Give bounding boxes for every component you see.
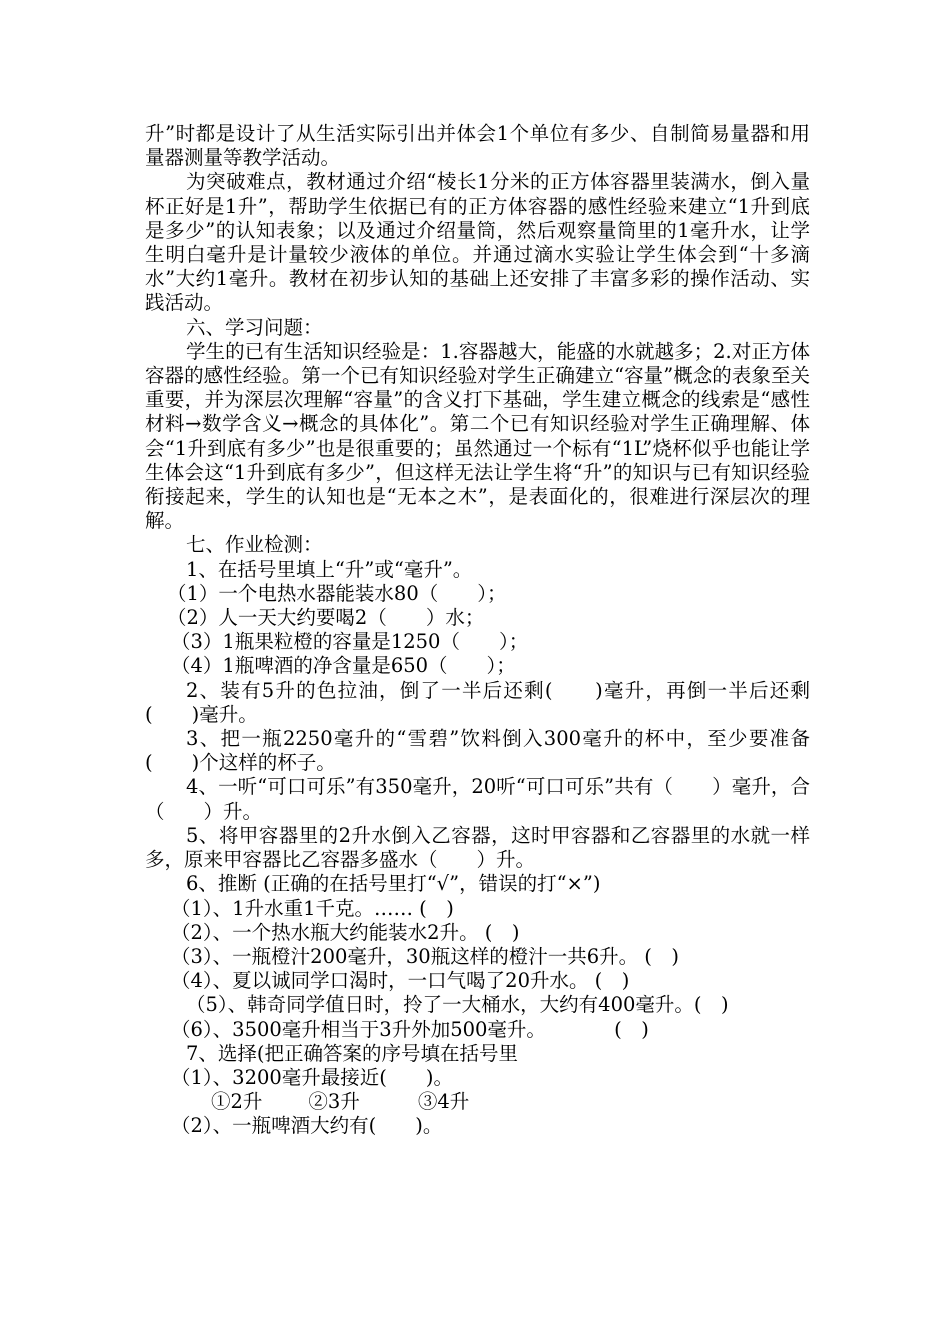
question-1-item-3: （3）1瓶果粒橙的容量是1250（ ）； bbox=[171, 630, 529, 654]
question-6-item-4: （4）、夏以诚同学口渴时，一口气喝了20升水。 ( ) bbox=[171, 969, 630, 993]
section-heading-learning-problems: 六、学习问题： bbox=[186, 315, 323, 339]
question-7-item-2: （2）、一瓶啤酒大约有( )。 bbox=[171, 1114, 443, 1138]
question-3: 3、把一瓶2250毫升的“雪碧”饮料倒入300毫升的杯中，至少要准备( )个这样的杯子。 bbox=[145, 727, 810, 775]
question-1-item-1: （1）一个电热水器能装水80（ ）； bbox=[167, 581, 507, 605]
question-7-item-1-choices bbox=[145, 1090, 810, 1114]
question-6-item-5: （5）、韩奇同学值日时，拎了一大桶水，大约有400毫升。( ) bbox=[186, 993, 729, 1017]
question-6-item-6: （6）、3500毫升相当于3升外加500毫升。 ( ) bbox=[171, 1017, 649, 1041]
question-7: 7、选择(把正确答案的序号填在括号里 bbox=[186, 1041, 519, 1065]
section-heading-homework: 七、作业检测： bbox=[186, 533, 323, 557]
choice-2: ②3升 bbox=[308, 1090, 360, 1114]
paragraph-difficulty: 为突破难点，教材通过介绍“棱长1分米的正方体容器里装满水，倒入量杯正好是1升”，帮助学生依据已有的正方体容器的感性经验来建立“1升到底是多少”的认知表象；以及通过介绍量筒，然后观察量筒里的1毫升水，让学生明白毫升是计量较少液体的单位。并通过滴水实验让学生体会到“十多滴水”大约1毫升。教材在初步认知的基础上还安排了丰富多彩的操作活动、实践活动。 bbox=[145, 170, 810, 315]
question-6: 6、推断 (正确的在括号里打“√”，错误的打“×”) bbox=[186, 872, 601, 896]
question-1-item-2: （2）人一天大约要喝2（ ）水； bbox=[167, 606, 485, 630]
question-4: 4、一听“可口可乐”有350毫升，20听“可口可乐”共有（ ）毫升，合（ ）升。 bbox=[145, 775, 810, 823]
question-1-item-4: （4）1瓶啤酒的净含量是650（ ）； bbox=[171, 654, 516, 678]
choice-1: ①2升 bbox=[211, 1090, 263, 1114]
choice-3: ③4升 bbox=[417, 1090, 470, 1114]
question-7-item-1: （1）、3200毫升最接近( )。 bbox=[171, 1065, 453, 1089]
question-5: 5、将甲容器里的2升水倒入乙容器，这时甲容器和乙容器里的水就一样多，原来甲容器比乙容器多盛水（ ）升。 bbox=[145, 823, 810, 872]
question-1: 1、在括号里填上“升”或“毫升”。 bbox=[186, 557, 473, 581]
document-body bbox=[145, 122, 810, 1139]
question-6-item-3: （3）、一瓶橙汁200毫升，30瓶这样的橙汁一共6升。 ( ) bbox=[171, 944, 680, 968]
paragraph-intro-continued: 升”时都是设计了从生活实际引出并体会1个单位有多少、自制简易量器和用量器测量等教学活动。 bbox=[145, 122, 810, 170]
question-2: 2、装有5升的色拉油，倒了一半后还剩( )毫升，再倒一半后还剩( )毫升。 bbox=[145, 678, 810, 726]
paragraph-prior-knowledge: 学生的已有生活知识经验是：1.容器越大，能盛的水就越多；2.对正方体容器的感性经验。第一个已有知识经验对学生正确建立“容量”概念的表象至关重要，并为深层次理解“容量”的含义打下基础，学生建立概念的线索是“感性材料→数学含义→概念的具体化”。第二个已有知识经验对学生正确理解、体会“1升到底有多少”也是很重要的；虽然通过一个标有“1L”烧杯似乎也能让学生体会这“1升到底有多少”，但这样无法让学生将“升”的知识与已有知识经验衔接起来，学生的认知也是“无本之木”，是表面化的，很难进行深层次的理解。 bbox=[145, 339, 810, 533]
question-6-item-2: （2）、一个热水瓶大约能装水2升。 ( ) bbox=[171, 920, 520, 944]
question-6-item-1: （1）、1升水重1千克。…… ( ) bbox=[171, 896, 454, 920]
